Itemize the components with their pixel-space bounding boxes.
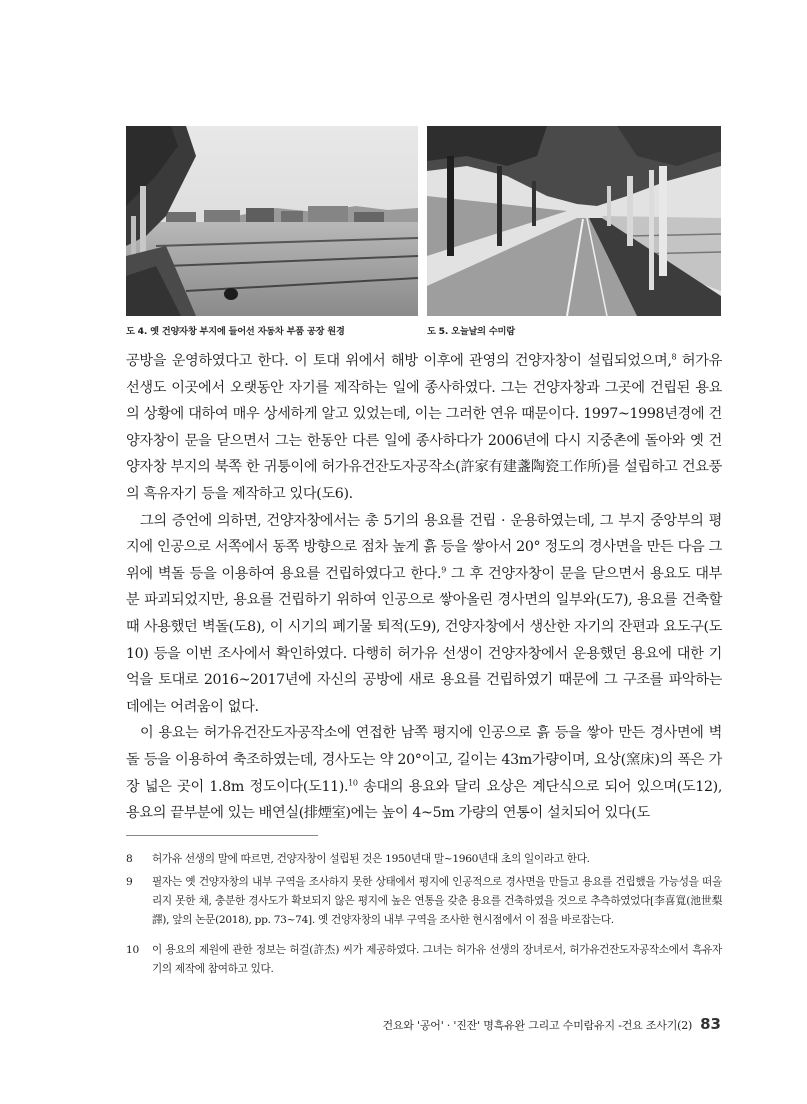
paragraph-text: 그의 증언에 의하면, 건양자창에서는 총 5기의 용요를 건립 · 운용하였는데, 그 부지 중앙부의 평지에 인공으로 서쪽에서 동쪽 방향으로 점차 높게 흙 등을 쌓아서 20° 정도의 경사면을 만든 다음 그 위에 벽돌 등을 이용하여 용요를 건립하였다고 한다. [126, 512, 722, 582]
factory-landscape-image [126, 126, 418, 316]
figure-4-caption: 도 4. 옛 건양자창 부지에 들어선 자동차 부품 공장 원경 [126, 326, 345, 337]
footnote [126, 850, 722, 869]
footnote-ref: 8 [671, 352, 677, 362]
page-number: 83 [700, 1015, 721, 1033]
footnote-text: 이 용요의 제원에 관한 정보는 허걸(許杰) 씨가 제공하였다. 그녀는 허가유 선생의 장녀로서, 허가유건잔도자공작소에서 흑유자기의 제작에 참여하고 있다. [152, 944, 722, 975]
footnote-text: 허가유 선생의 말에 따르면, 건양자창이 설립된 것은 1950년대 말~1960년대 초의 일이라고 한다. [152, 853, 590, 865]
paragraph [126, 508, 722, 721]
body-text [126, 348, 722, 827]
running-title: 건요와 '공어' · '진잔' 명흑유완 그리고 수미람유지 -건요 조사기(2) [382, 1019, 693, 1032]
footnote-number: 10 [126, 944, 139, 956]
footnote-divider [126, 835, 318, 836]
footnote [126, 941, 722, 979]
footnote [126, 873, 722, 930]
footnote-number: 8 [126, 853, 133, 865]
page-footer [382, 1015, 721, 1033]
footnote-text: 필자는 옛 건양자창의 내부 구역을 조사하지 못한 상태에서 평지에 인공적으로 경사면을 만들고 용요를 건립했을 가능성을 떠올리지 못한 채, 충분한 경사도가 확보되지 않은 평지에 높은 연통을 갖춘 용요를 건축하였을 것으로 추측하였었다[李喜寬(池世梨 譯), 앞의 논문(2018), pp. 73~74]. 옛 건양자창의 내부 구역을 조사한 현시점에서 이 점을 바로잡는다. [152, 876, 722, 926]
figure-4-photo [126, 126, 418, 316]
figure-5-caption: 도 5. 오늘날의 수미람 [427, 326, 515, 337]
figure-5-photo [427, 126, 721, 316]
paragraph-text: 송대의 용요와 달리 요상은 계단식으로 되어 있으며(도12), 용요의 끝부분에 있는 배연실(排煙室)에는 높이 4~5m 가량의 연통이 설치되어 있다(도 [126, 778, 722, 822]
road-landscape-image [427, 126, 721, 316]
footnote-ref: 9 [441, 565, 446, 575]
paragraph-text: 이 용요는 허가유건잔도자공작소에 연접한 남쪽 평지에 인공으로 흙 등을 쌓아 만든 경사면에 벽돌 등을 이용하여 축조하였는데, 경사도는 약 20°이고, 길이는 43m가량이며, 요상(窯床)의 폭은 가장 넓은 곳이 1.8m 정도이다(도11). [126, 725, 722, 795]
footnote-number: 9 [126, 876, 133, 888]
paragraph-text: 그 후 건양자창이 문을 닫으면서 용요도 대부분 파괴되었지만, 용요를 건립하기 위하여 인공으로 쌓아올린 경사면의 일부와(도7), 용요를 건축할 때 사용했던 벽돌(도8), 이 시기의 폐기물 퇴적(도9), 건양자창에서 생산한 자기의 잔편과 요도구(도10) 등을 이번 조사에서 확인하였다. 다행히 허가유 선생이 건양자창에서 운용했던 용요에 대한 기억을 토대로 2016~2017년에 자신의 공방에 새로 용요를 건립하였기 때문에 그 구조를 파악하는 데에는 어려움이 없다. [126, 565, 723, 715]
footnote-ref: 10 [348, 777, 358, 787]
paragraph [126, 348, 722, 508]
paragraph [126, 720, 722, 826]
paragraph-text: 공방을 운영하였다고 한다. 이 토대 위에서 해방 이후에 관영의 건양자창이 설립되었으며, [126, 353, 672, 369]
paragraph-text: 허가유 선생도 이곳에서 오랫동안 자기를 제작하는 일에 종사하였다. 그는 건양자창과 그곳에 건립된 용요의 상황에 대하여 매우 상세하게 알고 있었는데, 이는 그러한 연유 때문이다. 1997~1998년경에 건양자창이 문을 닫으면서 그는 한동안 다른 일에 종사하다가 2006년에 다시 지중촌에 돌아와 옛 건양자창 부지의 북쪽 한 귀퉁이에 허가유건잔도자공작소(許家有建盞陶瓷工作所)를 설립하고 건요풍의 흑유자기 등을 제작하고 있다(도6). [126, 353, 722, 502]
